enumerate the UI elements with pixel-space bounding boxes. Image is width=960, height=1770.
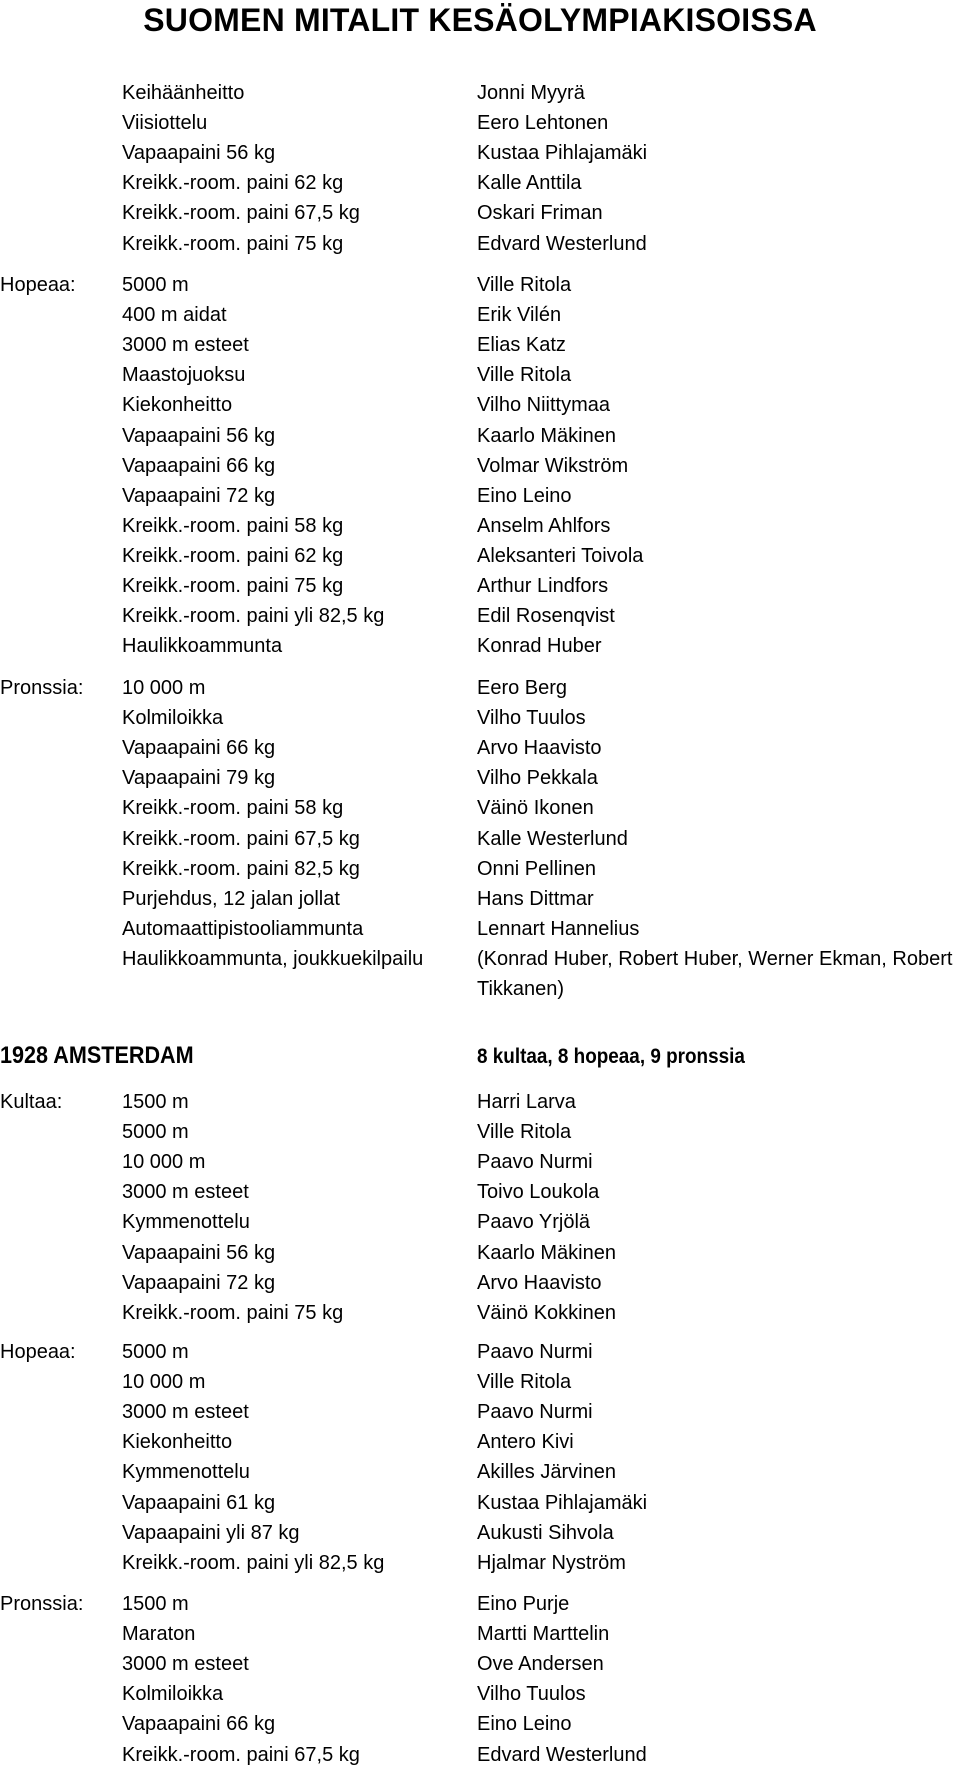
medal-row — [0, 511, 960, 541]
athlete-name: Edil Rosenqvist — [477, 605, 615, 628]
medal-row — [0, 1589, 960, 1619]
athlete-name: Konrad Huber — [477, 635, 602, 658]
medal-tally: 8 kultaa, 8 hopeaa, 9 pronssia — [477, 1045, 745, 1068]
event-name: Vapaapaini 72 kg — [122, 484, 276, 507]
event-name: Vapaapaini 56 kg — [122, 1241, 276, 1264]
event-name: 10 000 m — [122, 677, 206, 699]
event-name: Vapaapaini 61 kg — [122, 1491, 276, 1514]
medal-row — [0, 1117, 960, 1147]
event-name: Kreikk.-room. paini 67,5 kg — [122, 827, 360, 850]
event-name: 10 000 m — [122, 1371, 206, 1394]
medal-row — [0, 360, 960, 390]
athlete-name: Kalle Westerlund — [477, 827, 628, 850]
event-name: Purjehdus, 12 jalan jollat — [122, 887, 340, 910]
athlete-name: Antero Kivi — [477, 1431, 574, 1454]
event-name: Vapaapaini yli 87 kg — [122, 1521, 300, 1544]
medal-row — [0, 703, 960, 733]
event-name: Viisiottelu — [122, 112, 208, 135]
athlete-name: Eino Purje — [477, 1593, 570, 1615]
medal-category-label: Pronssia: — [0, 1593, 84, 1615]
athlete-name: Kustaa Pihlajamäki — [477, 142, 648, 165]
medal-row — [0, 1518, 960, 1548]
athlete-name: Ville Ritola — [477, 1121, 572, 1144]
athlete-name: Arvo Haavisto — [477, 1271, 602, 1294]
athlete-name: Eero Lehtonen — [477, 112, 609, 135]
athlete-name: Edvard Westerlund — [477, 1743, 647, 1766]
athlete-name: Paavo Nurmi — [477, 1401, 593, 1424]
event-name: Kymmenottelu — [122, 1211, 250, 1234]
athlete-name: Volmar Wikström — [477, 454, 629, 477]
medal-row — [0, 944, 960, 1000]
medal-row — [0, 270, 960, 300]
athlete-name: Toivo Loukola — [477, 1181, 600, 1204]
event-name: Kymmenottelu — [122, 1461, 250, 1484]
medal-row — [0, 541, 960, 571]
athlete-name: Vilho Tuulos — [477, 707, 586, 730]
athlete-name: Paavo Yrjölä — [477, 1211, 591, 1234]
event-name: Vapaapaini 79 kg — [122, 767, 276, 790]
event-name: 5000 m — [122, 1341, 189, 1363]
medal-row — [0, 1367, 960, 1397]
medal-row — [0, 884, 960, 914]
medal-row — [0, 300, 960, 330]
athlete-name: Aleksanteri Toivola — [477, 544, 644, 567]
event-name: Kreikk.-room. paini 82,5 kg — [122, 857, 360, 880]
athlete-name: (Konrad Huber, Robert Huber, Werner Ekman, Robert Tikkanen) — [477, 947, 953, 1000]
event-name: Maastojuoksu — [122, 364, 246, 387]
medal-row — [0, 854, 960, 884]
medal-row — [0, 1337, 960, 1367]
medal-row — [0, 1709, 960, 1739]
medal-category-label: Kultaa: — [0, 1091, 63, 1113]
event-name: Kiekonheitto — [122, 1431, 233, 1454]
medal-row — [0, 1147, 960, 1177]
medal-row — [0, 1397, 960, 1427]
medal-row — [0, 1427, 960, 1457]
event-name: Kreikk.-room. paini 75 kg — [122, 232, 344, 255]
athlete-name: Arthur Lindfors — [477, 575, 609, 597]
athlete-name: Ville Ritola — [477, 364, 572, 387]
medal-row — [0, 168, 960, 198]
event-name: Kreikk.-room. paini 67,5 kg — [122, 202, 360, 225]
medal-category-label: Hopeaa: — [0, 1341, 76, 1363]
event-name: Haulikkoammunta — [122, 635, 283, 658]
medal-row — [0, 571, 960, 601]
medal-row — [0, 1488, 960, 1518]
medal-row — [0, 601, 960, 631]
athlete-name: Eino Leino — [477, 484, 572, 507]
medal-category-label: Pronssia: — [0, 677, 84, 699]
athlete-name: Onni Pellinen — [477, 857, 596, 880]
event-name: Vapaapaini 72 kg — [122, 1271, 276, 1294]
athlete-name: Akilles Järvinen — [477, 1461, 616, 1484]
medal-row — [0, 1457, 960, 1487]
event-name: 10 000 m — [122, 1151, 206, 1174]
athlete-name: Aukusti Sihvola — [477, 1521, 614, 1544]
medal-row — [0, 421, 960, 451]
event-name: Kreikk.-room. paini yli 82,5 kg — [122, 605, 385, 628]
athlete-name: Ville Ritola — [477, 274, 572, 296]
athlete-name: Paavo Nurmi — [477, 1151, 593, 1174]
medal-row — [0, 631, 960, 661]
event-name: Kreikk.-room. paini 58 kg — [122, 514, 344, 537]
athlete-name: Arvo Haavisto — [477, 737, 602, 760]
athlete-name: Erik Vilén — [477, 304, 562, 327]
athlete-name: Väinö Ikonen — [477, 797, 594, 820]
event-name: Kreikk.-room. paini 58 kg — [122, 797, 344, 820]
event-name: 1500 m — [122, 1091, 189, 1113]
event-name: 1500 m — [122, 1593, 189, 1615]
athlete-name: Vilho Niittymaa — [477, 394, 611, 417]
athlete-name: Hans Dittmar — [477, 887, 594, 910]
medal-row — [0, 1177, 960, 1207]
medal-row — [0, 1679, 960, 1709]
athlete-name: Kaarlo Mäkinen — [477, 424, 616, 447]
medal-row — [0, 1238, 960, 1268]
medal-row — [0, 1087, 960, 1117]
event-name: 3000 m esteet — [122, 1401, 249, 1424]
athlete-name: Anselm Ahlfors — [477, 514, 611, 537]
medal-row — [0, 78, 960, 108]
medal-row — [0, 1619, 960, 1649]
event-name: Kreikk.-room. paini yli 82,5 kg — [122, 1551, 385, 1574]
athlete-name: Eino Leino — [477, 1713, 572, 1736]
event-name: Vapaapaini 56 kg — [122, 142, 276, 165]
medal-row — [0, 673, 960, 703]
games-heading: 1928 AMSTERDAM — [0, 1042, 194, 1069]
event-name: Kreikk.-room. paini 67,5 kg — [122, 1743, 360, 1766]
event-name: Kreikk.-room. paini 62 kg — [122, 544, 344, 567]
athlete-name: Väinö Kokkinen — [477, 1301, 616, 1324]
medal-row — [0, 330, 960, 360]
athlete-name: Elias Katz — [477, 334, 566, 357]
medal-row — [0, 451, 960, 481]
athlete-name: Harri Larva — [477, 1091, 576, 1113]
event-name: Kolmiloikka — [122, 1683, 224, 1706]
athlete-name: Oskari Friman — [477, 202, 603, 225]
event-name: 3000 m esteet — [122, 334, 249, 357]
event-name: 5000 m — [122, 274, 189, 296]
medal-row — [0, 108, 960, 138]
medal-row — [0, 1548, 960, 1578]
athlete-name: Kustaa Pihlajamäki — [477, 1491, 648, 1514]
event-name: Kolmiloikka — [122, 707, 224, 730]
medal-row — [0, 1649, 960, 1679]
medal-row — [0, 1298, 960, 1328]
event-name: Automaattipistooliammunta — [122, 917, 364, 940]
medal-row — [0, 1207, 960, 1237]
athlete-name: Jonni Myyrä — [477, 82, 585, 104]
event-name: Vapaapaini 66 kg — [122, 454, 276, 477]
athlete-name: Edvard Westerlund — [477, 232, 647, 255]
athlete-name: Paavo Nurmi — [477, 1341, 593, 1363]
medal-row — [0, 763, 960, 793]
event-name: 3000 m esteet — [122, 1181, 249, 1204]
athlete-name: Ville Ritola — [477, 1371, 572, 1394]
event-name: Vapaapaini 56 kg — [122, 424, 276, 447]
page-title: SUOMEN MITALIT KESÄOLYMPIAKISOISSA — [143, 2, 817, 38]
event-name: Kreikk.-room. paini 62 kg — [122, 172, 344, 195]
medal-row — [0, 914, 960, 944]
event-name: 400 m aidat — [122, 304, 227, 327]
event-name: 3000 m esteet — [122, 1653, 249, 1676]
event-name: Vapaapaini 66 kg — [122, 1713, 276, 1736]
athlete-name: Martti Marttelin — [477, 1623, 610, 1646]
medal-row — [0, 138, 960, 168]
medal-row — [0, 793, 960, 823]
medal-row — [0, 1268, 960, 1298]
athlete-name: Vilho Tuulos — [477, 1683, 586, 1706]
athlete-name: Hjalmar Nyström — [477, 1551, 626, 1574]
medal-row — [0, 198, 960, 228]
athlete-name: Kalle Anttila — [477, 172, 582, 195]
athlete-name: Ove Andersen — [477, 1653, 604, 1676]
event-name: Maraton — [122, 1623, 196, 1646]
event-name: Kreikk.-room. paini 75 kg — [122, 1301, 344, 1324]
medal-row — [0, 229, 960, 259]
event-name: Kreikk.-room. paini 75 kg — [122, 575, 344, 597]
athlete-name: Lennart Hannelius — [477, 917, 640, 940]
event-name: Keihäänheitto — [122, 82, 245, 104]
event-name: Kiekonheitto — [122, 394, 233, 417]
event-name: 5000 m — [122, 1121, 189, 1144]
event-name: Vapaapaini 66 kg — [122, 737, 276, 760]
medal-category-label: Hopeaa: — [0, 274, 76, 296]
medal-row — [0, 481, 960, 511]
event-name: Haulikkoammunta, joukkuekilpailu — [122, 947, 424, 970]
medal-row — [0, 390, 960, 420]
athlete-name: Eero Berg — [477, 677, 568, 699]
medal-row — [0, 1740, 960, 1770]
medal-row — [0, 733, 960, 763]
athlete-name: Kaarlo Mäkinen — [477, 1241, 616, 1264]
medal-row — [0, 824, 960, 854]
athlete-name: Vilho Pekkala — [477, 767, 598, 790]
